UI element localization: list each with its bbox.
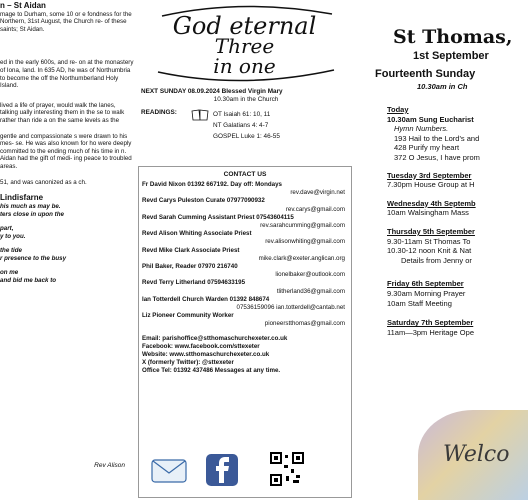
service-date: 1st September — [413, 50, 489, 62]
prayer-line: the tide — [0, 246, 23, 254]
prayer-line: ters close in upon the — [0, 210, 64, 218]
bible-icon — [191, 109, 209, 121]
qr-code-icon — [269, 451, 305, 489]
readings-label: READINGS: — [141, 109, 177, 116]
contacts-heading: CONTACT US — [223, 171, 267, 178]
welcome-text: Welco — [443, 442, 510, 467]
wednesday-section — [387, 199, 500, 218]
friday-item: 9.30am Morning Prayer — [387, 288, 466, 298]
left-column — [0, 0, 135, 500]
contacts-box — [138, 166, 352, 498]
friday-heading: Friday 6th September — [387, 279, 464, 289]
contact-line: Revd Terry Litherland 07594633195 — [142, 279, 246, 287]
wednesday-heading: Wednesday 4th Septemb — [387, 198, 476, 208]
contact-office-tel: Office Tel: 01392 437486 Messages at any time. — [142, 367, 281, 375]
contact-website[interactable]: Website: www.stthomaschurchexeter.co.uk — [142, 351, 270, 359]
next-sunday-heading: NEXT SUNDAY 08.09.2024 Blessed Virgin Mary — [141, 88, 283, 95]
today-item: 10.30am Sung Eucharist — [387, 114, 474, 124]
today-hymn: 193 Hail to the Lord's and — [394, 133, 480, 143]
contact-line: Liz Pioneer Community Worker — [142, 312, 234, 320]
prayer-line: y to you. — [0, 232, 26, 240]
service-time: 10.30am in Ch — [417, 82, 468, 91]
thursday-item: 9.30-11am St Thomas To — [387, 236, 471, 246]
contact-email[interactable]: rev.dave@virgin.net — [290, 189, 345, 197]
prayer-line: and bid me back to — [0, 276, 57, 284]
prayer-line: r presence to the busy — [0, 254, 67, 262]
saturday-heading: Saturday 7th September — [387, 318, 474, 328]
reading-ot: OT Isaiah 61: 10, 11 — [213, 111, 271, 118]
logo-line-2: Three — [214, 34, 275, 58]
left-paragraph-1: mage to Durham, some 10 or e fondness for the Northern, 31st August, the Church re- of these saints; St Aidan. — [0, 10, 132, 33]
contact-email[interactable]: rev.carys@gmail.com — [285, 205, 345, 213]
next-sunday-block — [141, 88, 351, 142]
welcome-banner — [418, 410, 528, 500]
contact-email[interactable]: 07536159096 ian.totterdell@cantab.net — [236, 304, 345, 312]
trinity-logo — [142, 2, 347, 84]
prayer-title: Lindisfarne — [0, 193, 44, 203]
left-paragraph-4: gentle and compassionate s were drawn to his mes- se. He was also known for ho were deeply committed to the ending much of his time in n. Aidan had the gift of medi- ing peace to troubled areas. — [0, 132, 132, 170]
friday-section — [387, 279, 500, 308]
next-sunday-time: 10.30am in the Church — [213, 96, 279, 103]
left-paragraph-5: 51, and was canonized as a ch. — [0, 178, 87, 186]
tuesday-section — [387, 171, 500, 190]
contact-twitter[interactable]: X (formerly Twitter): @sttexeter — [142, 359, 234, 367]
contact-facebook[interactable]: Facebook: www.facebook.com/sttexeter — [142, 342, 260, 350]
saturday-section — [387, 318, 500, 337]
contact-line: Revd Carys Puleston Curate 07977090932 — [142, 197, 265, 205]
today-hymn: 428 Purify my heart — [394, 143, 460, 153]
contact-line: Revd Mike Clark Associate Priest — [142, 246, 240, 254]
thursday-detail: Details from Jenny or — [401, 255, 472, 265]
signoff: Rev Alison — [94, 462, 125, 469]
contact-line: Revd Sarah Cumming Assistant Priest 07543604115 — [142, 213, 294, 221]
left-title: n – St Aidan — [0, 1, 46, 10]
contact-email[interactable]: mike.clark@exeter.anglican.org — [258, 254, 345, 262]
thursday-item: 10.30-12 noon Knit & Nat — [387, 246, 472, 256]
friday-item: 10am Staff Meeting — [387, 298, 452, 308]
contact-line: Phil Baker, Reader 07970 216740 — [142, 263, 238, 271]
logo-line-1: God eternal — [172, 12, 317, 40]
prayer-line: part, — [0, 224, 14, 232]
sunday-name: Fourteenth Sunday — [375, 68, 476, 80]
prayer-line: his much as may be. — [0, 202, 61, 210]
today-section — [387, 105, 500, 163]
tuesday-heading: Tuesday 3rd September — [387, 170, 472, 180]
thursday-section — [387, 227, 500, 265]
tuesday-item: 7.30pm House Group at H — [387, 180, 475, 190]
email-icon — [151, 457, 187, 485]
contact-email[interactable]: tlitherland36@gmail.com — [276, 287, 345, 295]
wednesday-item: 10am Walsingham Mass — [387, 208, 469, 218]
today-hymn: 372 O Jesus, I have prom — [394, 152, 480, 162]
reading-gospel: GOSPEL Luke 1: 46-55 — [213, 133, 280, 140]
logo-line-3: in one — [213, 54, 276, 78]
today-hymn-heading: Hymn Numbers. — [394, 124, 449, 134]
contact-email-parish[interactable]: Email: parishoffice@stthomaschurchexeter.co.uk — [142, 334, 288, 342]
saturday-item: 11am—3pm Heritage Ope — [387, 327, 474, 337]
contact-email[interactable]: lionelbaker@outlook.com — [275, 271, 345, 279]
contact-email[interactable]: rev.alisonwhiting@gmail.com — [265, 238, 345, 246]
contact-email[interactable]: pioneerstthomas@gmail.com — [264, 320, 345, 328]
contact-line: Fr David Nixon 01392 667192. Day off: Mondays — [142, 181, 282, 188]
right-column — [355, 0, 513, 500]
thursday-heading: Thursday 5th September — [387, 226, 475, 236]
middle-column — [137, 0, 352, 500]
left-paragraph-3: lived a life of prayer, would walk the lanes, talking ually interesting them in the se to walk rather than ride a on the same levels as the — [0, 101, 125, 124]
reading-nt: NT Galatians 4: 4-7 — [213, 122, 269, 129]
today-heading: Today — [387, 105, 409, 114]
contact-line: Ian Totterdell Church Warden 01392 848674 — [142, 295, 270, 303]
church-title: St Thomas, — [393, 26, 513, 48]
facebook-icon — [205, 453, 239, 489]
contact-email[interactable]: rev.sarahcumming@gmail.com — [260, 222, 345, 230]
contact-line: Revd Alison Whiting Associate Priest — [142, 230, 252, 238]
prayer-line: on me — [0, 268, 19, 276]
left-paragraph-2: ed in the early 600s, and re- on at the monastery of Iona, land. In 635 AD, he was of Northumbria to become the off the Northumberland Holy Island. — [0, 59, 134, 90]
